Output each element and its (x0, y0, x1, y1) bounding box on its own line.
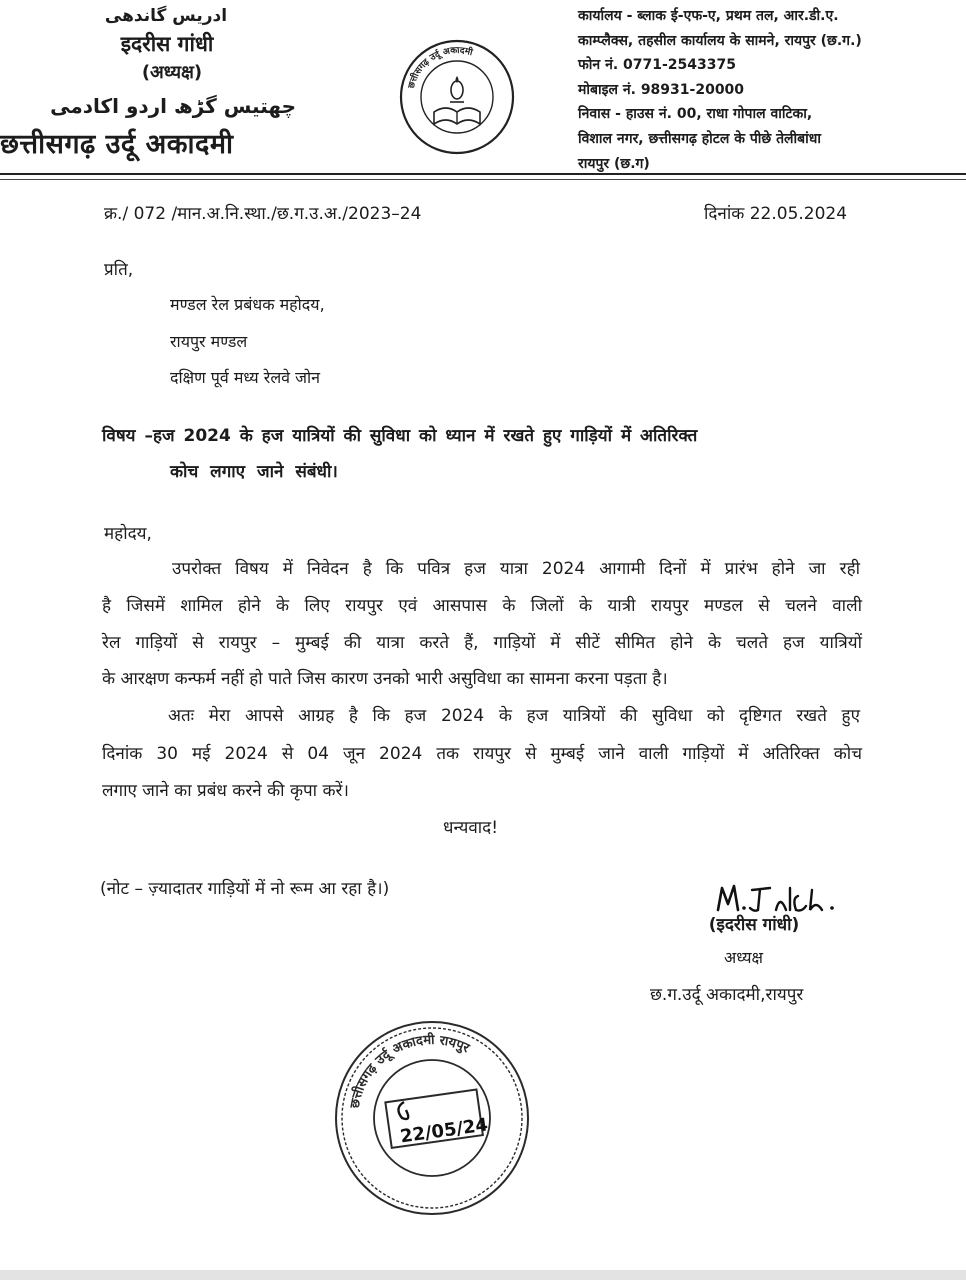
header-rule-thin (0, 179, 966, 180)
header-rule (0, 173, 966, 175)
body-paragraph-line: दिनांक 30 मई 2024 से 04 जून 2024 तक रायपुर से मुम्बई जाने वाली गाड़ियों में अतिरिक्त कोच (102, 744, 862, 764)
mobile-line: मोबाइल नं. 98931-20000 (578, 81, 745, 98)
body-paragraph-line: है जिसमें शामिल होने के लिए रायपुर एवं आसपास के जिलों के यात्री रायपुर मण्डल से चलने वाली (102, 596, 862, 616)
subject-line: विषय –हज 2024 के हज यात्रियों की सुविधा को ध्यान में रखते हुए गाड़ियों में अतिरिक्त (102, 426, 698, 446)
body-paragraph-line: रेल गाड़ियों से रायपुर – मुम्बई की यात्रा करते हैं, गाड़ियों में सीटें सीमित होने के चलते हज यात्रियों (102, 633, 862, 653)
signatory-organization: छ.ग.उर्दू अकादमी,रायपुर (650, 985, 804, 1005)
svg-text:छत्तीसगढ़ उर्दू अकादमी (407, 44, 475, 90)
address-line: कार्यालय - ब्लाक ई-एफ-ए, प्रथम तल, आर.डी.ए. (578, 8, 839, 24)
scan-edge (0, 1270, 966, 1280)
academy-emblem (398, 38, 516, 156)
addressee-line: दक्षिण पूर्व मध्य रेलवे जोन (170, 368, 321, 387)
academy-name: छत्तीसगढ़ उर्दू अकादमी (0, 129, 234, 160)
address-line: काम्प्लैक्स, तहसील कार्यालय के सामने, रायपुर (छ.ग.) (578, 32, 862, 49)
seal-date: 22/05/24 (398, 1114, 490, 1148)
signatory-role: अध्यक्ष (724, 948, 763, 967)
residence-line: रायपुर (छ.ग) (578, 155, 650, 172)
letterhead-name: इदरीस गांधी (120, 32, 214, 56)
thanks-text: धन्यवाद! (443, 818, 499, 838)
urdu-academy-name: چھتیس گڑھ اردو اکادمی (50, 94, 296, 118)
residence-line: निवास - हाउस नं. 00, राधा गोपाल वाटिका, (578, 106, 813, 123)
salutation: महोदय, (104, 524, 152, 544)
residence-line: विशाल नगर, छत्तीसगढ़ होटल के पीछे तेलीबांधा (578, 130, 822, 147)
handwritten-signature (712, 880, 852, 916)
note-text: (नोट – ज़्यादातर गाड़ियों में नो रूम आ रहा है।) (100, 879, 390, 899)
letter-date: दिनांक 22.05.2024 (704, 204, 848, 224)
body-paragraph-line: उपरोक्त विषय में निवेदन है कि पवित्र हज यात्रा 2024 आगामी दिनों में प्रारंभ होने जा रही (172, 559, 860, 579)
phone-line: फोन नं. 0771-2543375 (578, 57, 736, 74)
letterhead-address (578, 4, 964, 176)
reference-number: क्र./ 072 /मान.अ.नि.स्था./छ.ग.उ.अ./2023–24 (104, 204, 422, 224)
addressee-line: मण्डल रेल प्रबंधक महोदय, (170, 295, 325, 314)
body-paragraph-line: के आरक्षण कन्फर्म नहीं हो पाते जिस कारण उनको भारी असुविधा का सामना करना पड़ता है। (102, 669, 668, 689)
emblem-ring-text: छत्तीसगढ़ उर्दू अकादमी (406, 45, 474, 90)
signatory-name: (इदरीस गांधी) (708, 915, 800, 935)
letterhead-designation: (अध्यक्ष) (141, 62, 203, 83)
seal-ring-text: छत्तीसगढ़ उर्दू अकादमी रायपुर (347, 1032, 472, 1110)
body-paragraph-line: अतः मेरा आपसे आग्रह है कि हज 2024 के हज यात्रियों की सुविधा को दृष्टिगत रखते हुए (168, 706, 860, 726)
to-label: प्रति, (104, 260, 134, 280)
body-paragraph-line: लगाए जाने का प्रबंध करने की कृपा करें। (102, 781, 349, 801)
official-seal (332, 1018, 532, 1218)
subject-line: कोच लगाए जाने संबंधी। (170, 462, 338, 482)
urdu-name: ادریس گاندھی (104, 6, 228, 26)
addressee-line: रायपुर मण्डल (170, 332, 248, 351)
